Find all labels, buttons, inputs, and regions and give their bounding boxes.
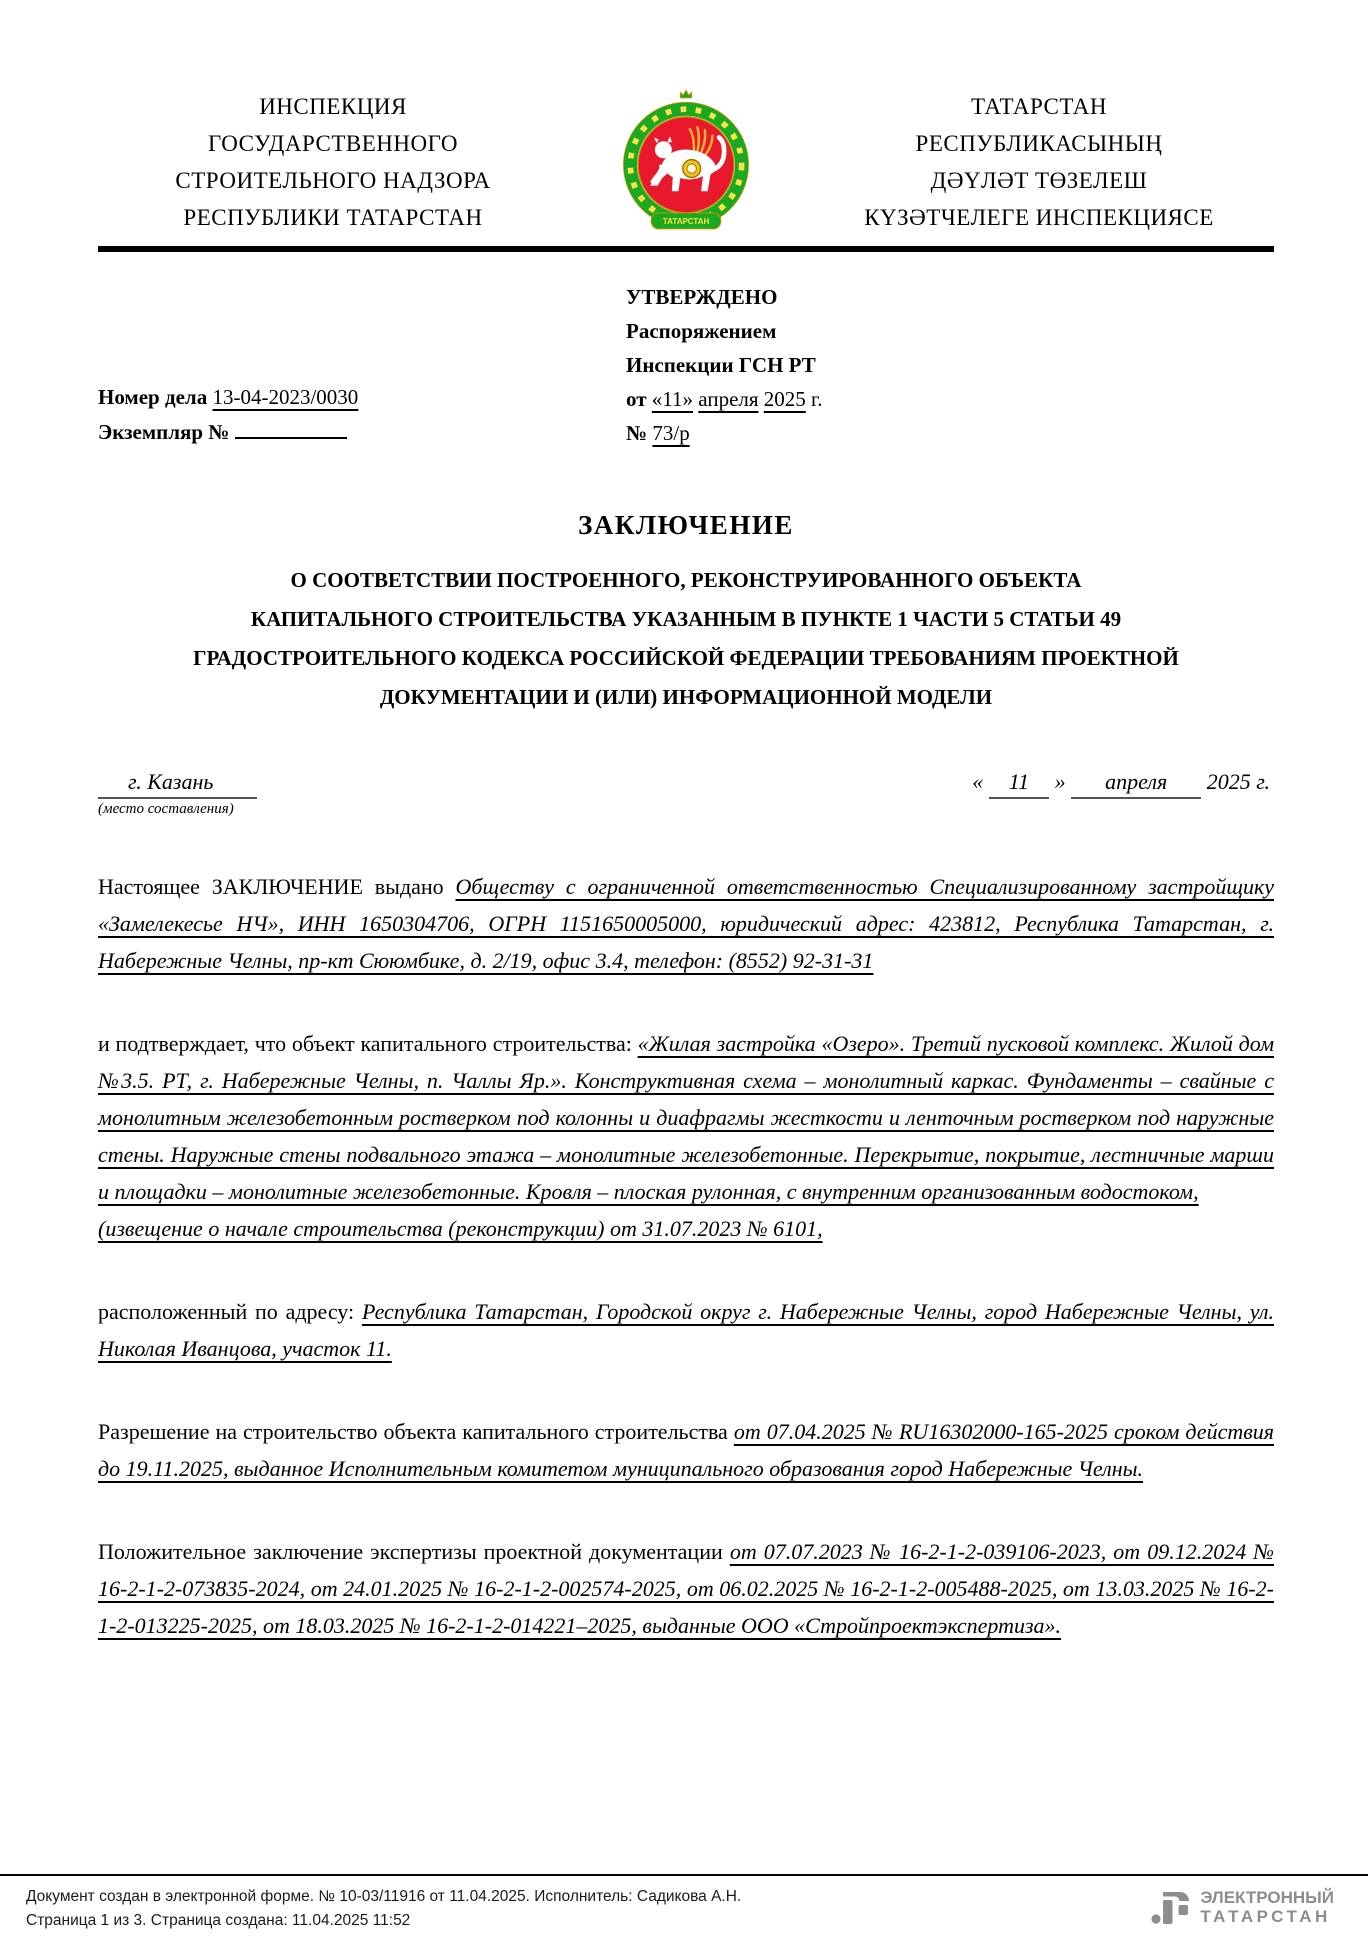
approval-stamp-block xyxy=(626,280,1274,450)
permit-value: от 07.04.2025 № RU16302000-165-2025 сроком действия до 19.11.2025, выданное Исполнительным комитетом муниципального образования город Набережные Челны. xyxy=(98,1419,1274,1481)
logo-word-tatarstan: ТАТАРСТАН xyxy=(1200,1907,1331,1926)
document-title: ЗАКЛЮЧЕНИЕ xyxy=(578,510,794,540)
electronic-tatarstan-logo xyxy=(1151,1888,1334,1926)
paragraph-address xyxy=(98,1293,1274,1367)
approval-date-line xyxy=(626,382,1274,416)
paragraph-object-description xyxy=(98,1025,1274,1247)
permit-label: Разрешение на строительство объекта капитального строительства xyxy=(98,1419,728,1444)
document-subtitle xyxy=(98,561,1274,717)
approval-number-value: 73/р xyxy=(652,421,690,445)
issue-month: апреля xyxy=(1071,769,1201,799)
subtitle-line: ГРАДОСТРОИТЕЛЬНОГО КОДЕКСА РОССИЙСКОЙ ФЕДЕРАЦИИ ТРЕБОВАНИЯМ ПРОЕКТНОЙ xyxy=(193,646,1179,670)
approval-by-order: Распоряжением xyxy=(626,319,777,343)
org-tat-line: ДӘҮЛӘТ ТӨЗЕЛЕШ xyxy=(930,168,1148,193)
object-label: и подтверждает, что объект капитального строительства: xyxy=(98,1031,632,1056)
approval-date-year: 2025 xyxy=(763,387,806,411)
emblem-banner-text: ТАТАРСТАН xyxy=(662,217,710,227)
tatarstan-coat-of-arms-icon xyxy=(611,89,761,235)
footer-line-document-info: Документ создан в электронной форме. № 10-03/11916 от 11.04.2025. Исполнитель: Садикова А.Н. xyxy=(26,1888,742,1905)
place-of-issue xyxy=(98,769,257,818)
issue-year: 2025 г. xyxy=(1206,769,1270,794)
expertise-value: от 07.07.2023 № 16-2-1-2-039106-2023, от 09.12.2024 № 16-2-1-2-073835-2024, от 24.01.2025 № 16-2-1-2-002574-2025, от 06.02.2025 № 16-2-1-2-005488-2025, от 13.03.2025 № 16-2-1-2-013225-2025, от 18.03.2025 № 16-2-1-2-014221–2025, выданные ООО «Стройпроектэкспертиза». xyxy=(98,1539,1274,1638)
approval-section xyxy=(98,280,1274,450)
electronic-document-footer xyxy=(0,1874,1368,1948)
copy-number-label: Экземпляр № xyxy=(98,420,230,444)
issued-to-label: Настоящее ЗАКЛЮЧЕНИЕ выдано xyxy=(98,874,444,899)
org-tat-line: РЕСПУБЛИКАСЫНЫҢ xyxy=(915,131,1163,156)
case-number-block xyxy=(98,380,626,450)
approval-date-month: апреля xyxy=(698,387,759,411)
case-number-line xyxy=(98,380,626,415)
electronic-tatarstan-logo-icon xyxy=(1151,1889,1191,1925)
org-ru-line: РЕСПУБЛИКИ ТАТАРСТАН xyxy=(183,205,483,230)
case-number-label: Номер дела xyxy=(98,385,208,409)
subtitle-line: КАПИТАЛЬНОГО СТРОИТЕЛЬСТВА УКАЗАННЫМ В ПУНКТЕ 1 ЧАСТИ 5 СТАТЬИ 49 xyxy=(250,607,1122,631)
place-caption: (место составления) xyxy=(98,801,234,817)
logo-wordmark xyxy=(1200,1888,1334,1926)
org-tat-line: ТАТАРСТАН xyxy=(970,94,1108,119)
construction-notice: (извещение о начале строительства (реконструкции) от 31.07.2023 № 6101, xyxy=(98,1216,823,1241)
subtitle-line: ДОКУМЕНТАЦИИ И (ИЛИ) ИНФОРМАЦИОННОЙ МОДЕЛИ xyxy=(379,685,993,709)
subtitle-line: О СООТВЕТСТВИИ ПОСТРОЕННОГО, РЕКОНСТРУИРОВАННОГО ОБЪЕКТА xyxy=(290,568,1082,592)
expertise-label: Положительное заключение экспертизы проектной документации xyxy=(98,1539,723,1564)
issued-to-value: Обществу с ограниченной ответственностью Специализированному застройщику «Замелекесье НЧ», ИНН 1650304706, ОГРН 1151650005000, юридический адрес: 423812, Республика Татарстан, г. Набережные Челны, пр-кт Сююмбике, д. 2/19, офис 3.4, телефон: (8552) 92-31-31 xyxy=(98,874,1274,973)
address-label: расположенный по адресу: xyxy=(98,1299,355,1324)
letterhead-divider xyxy=(98,246,1274,252)
place-date-row xyxy=(98,769,1274,818)
copy-number-blank xyxy=(235,416,347,439)
approval-date-prefix: от xyxy=(626,387,647,411)
org-name-russian xyxy=(98,88,568,236)
issue-date xyxy=(972,769,1274,818)
approval-date-day: «11» xyxy=(651,387,694,411)
place-value: г. Казань xyxy=(98,769,257,799)
approval-date-suffix: г. xyxy=(811,387,823,411)
case-number-value: 13-04-2023/0030 xyxy=(212,385,359,409)
org-ru-line: ГОСУДАРСТВЕННОГО xyxy=(208,131,458,156)
logo-word-electronic: ЭЛЕКТРОННЫЙ xyxy=(1200,1888,1334,1907)
org-ru-line: ИНСПЕКЦИЯ xyxy=(259,94,407,119)
copy-number-line xyxy=(98,415,626,450)
paragraph-expertise-conclusion xyxy=(98,1533,1274,1644)
paragraph-issued-to xyxy=(98,868,1274,979)
approval-authority: Инспекции ГСН РТ xyxy=(626,353,816,377)
paragraph-building-permit xyxy=(98,1413,1274,1487)
issue-day: 11 xyxy=(989,769,1049,799)
footer-line-page-info: Страница 1 из 3. Страница создана: 11.04.2025 11:52 xyxy=(26,1912,411,1929)
quote-close: » xyxy=(1054,769,1066,794)
approval-number-sign: № xyxy=(626,421,648,445)
object-value: «Жилая застройка «Озеро». Третий пусковой комплекс. Жилой дом №3.5. РТ, г. Набережные Челны, п. Чаллы Яр.». Конструктивная схема – монолитный каркас. Фундаменты – свайные с монолитным железобетонным ростверком под колонны и диафрагмы жесткости и ленточным ростверком под наружные стены. Наружные стены подвального этажа – монолитные железобетонные. Перекрытие, покрытие, лестничные марши и площадки – монолитные железобетонные. Кровля – плоская рулонная, с внутренним организованным водостоком, xyxy=(98,1031,1274,1204)
org-tat-line: КҮЗӘТЧЕЛЕГЕ ИНСПЕКЦИЯСЕ xyxy=(864,205,1214,230)
org-name-tatar xyxy=(804,88,1274,236)
address-value: Республика Татарстан, Городской округ г. Набережные Челны, город Набережные Челны, ул. Николая Иванцова, участок 11. xyxy=(98,1299,1275,1361)
footer-text xyxy=(26,1885,741,1933)
approval-number-line xyxy=(626,416,1274,450)
quote-open: « xyxy=(972,769,984,794)
org-ru-line: СТРОИТЕЛЬНОГО НАДЗОРА xyxy=(175,168,491,193)
approval-word: УТВЕРЖДЕНО xyxy=(626,285,778,309)
letterhead xyxy=(98,88,1274,236)
